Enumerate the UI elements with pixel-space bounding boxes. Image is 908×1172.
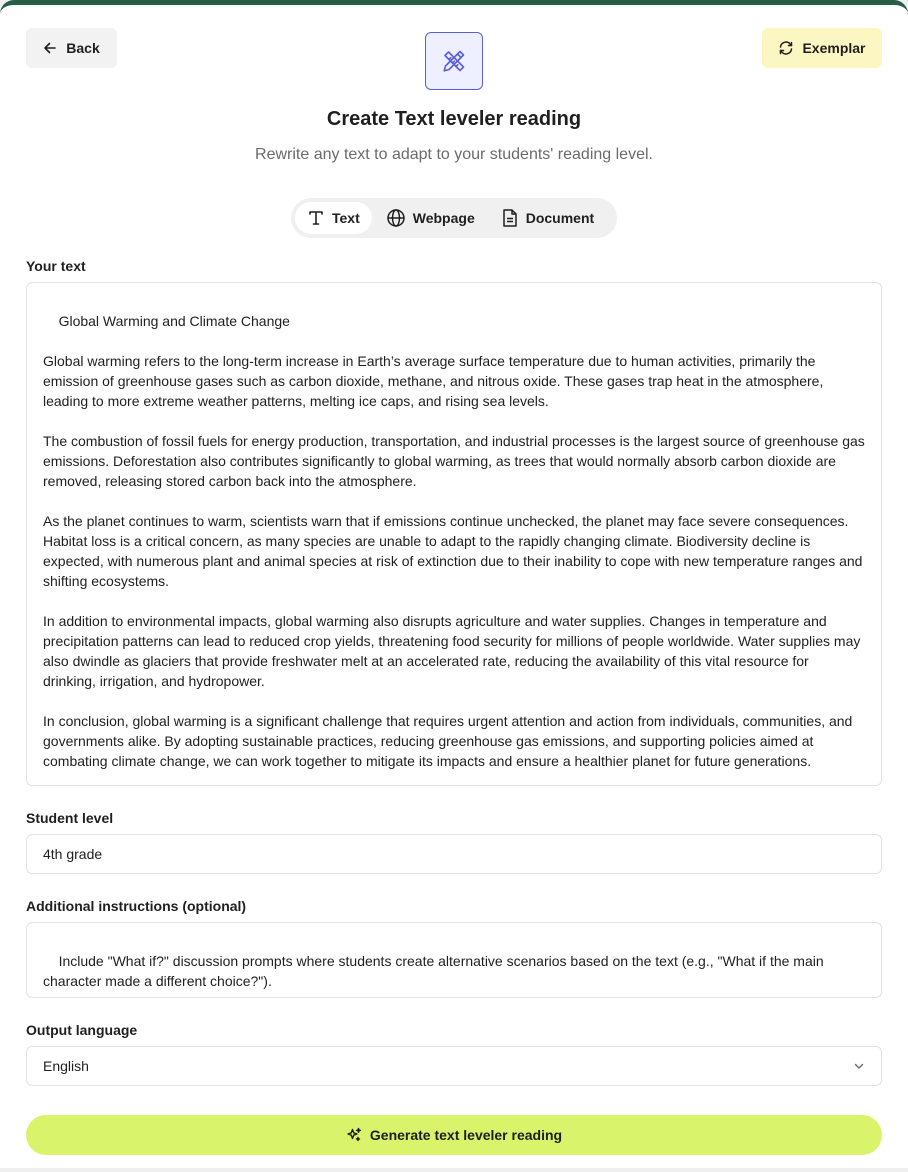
student-level-input[interactable] xyxy=(26,834,882,874)
exemplar-button[interactable] xyxy=(762,28,882,68)
your-text-value: Global Warming and Climate Change Global warming refers to the long-term increase in Earth’s average surface temperature due to human activities, primarily the emission of greenhouse gases such as carbon dioxide, methane, and nitrous oxide. These gases trap heat in the atmosphere, leading to more extreme weather patterns, melting ice caps, and rising sea levels. The combustion of fossil fuels for energy production, transportation, and industrial processes is the largest source of greenhouse gas emissions. Deforestation also contributes significantly to global warming, as trees that would normally absorb carbon dioxide are removed, releasing stored carbon back into the atmosphere. As the planet continues to warm, scientists warn that if emissions continue unchecked, the planet may face severe consequences. Habitat loss is a critical concern, as many species are unable to adapt to the rapidly changing climate. Biodiversity decline is expected, with numerous plant and animal species at risk of extinction due to their inability to cope with new temperature ranges and shifting ecosystems. In addition to environmental impacts, global warming also disrupts agriculture and water supplies. Changes in temperature and precipitation patterns can lead to reduced crop yields, threatening food security for millions of people worldwide. Water supplies may also dwindle as glaciers that provide freshwater melt at an accelerated rate, reducing the availability of this vital resource for drinking, irrigation, and hydropower. In conclusion, global warming is a significant challenge that requires urgent attention and action from individuals, communities, and governments alike. By adopting sustainable practices, reducing greenhouse gas emissions, and supporting policies aimed at combating climate change, we can work together to mitigate its impacts and ensure a healthier planet for future generations. xyxy=(43,313,865,769)
output-language-select[interactable] xyxy=(26,1046,882,1086)
exemplar-label: Exemplar xyxy=(802,40,866,56)
your-text-textarea[interactable] xyxy=(26,282,882,786)
resize-handle-icon[interactable] xyxy=(866,770,878,782)
chevron-down-icon xyxy=(853,1060,865,1072)
tab-text-label: Text xyxy=(332,210,360,226)
page-title: Create Text leveler reading xyxy=(326,108,582,130)
instructions-value: Include "What if?" discussion prompts where students create alternative scenarios based on the text (e.g., "What if the main character made a different choice?"). xyxy=(43,953,828,989)
back-label: Back xyxy=(66,40,100,56)
generate-label: Generate text leveler reading xyxy=(369,1127,563,1143)
student-level-value: 4th grade xyxy=(43,846,103,862)
refresh-icon xyxy=(778,40,794,56)
tab-text[interactable] xyxy=(295,202,372,234)
globe-icon xyxy=(386,208,406,228)
generate-button[interactable] xyxy=(26,1115,882,1155)
pencil-ruler-icon xyxy=(425,32,483,90)
tab-webpage[interactable] xyxy=(374,202,487,234)
tab-document-label: Document xyxy=(525,210,595,226)
output-language-value: English xyxy=(43,1058,89,1074)
page-subtitle: Rewrite any text to adapt to your students' reading level. xyxy=(255,146,653,163)
arrow-left-icon xyxy=(43,41,57,55)
tab-webpage-label: Webpage xyxy=(412,210,475,226)
instructions-label: Additional instructions (optional) xyxy=(26,898,247,914)
resize-handle-icon[interactable] xyxy=(866,982,878,994)
document-icon xyxy=(501,208,519,228)
output-language-label: Output language xyxy=(26,1022,138,1038)
your-text-label: Your text xyxy=(26,258,86,274)
source-tabs xyxy=(291,198,617,238)
back-button[interactable] xyxy=(26,28,117,68)
sparkles-icon xyxy=(346,1127,362,1143)
text-icon xyxy=(307,209,325,227)
student-level-label: Student level xyxy=(26,810,114,826)
tab-document[interactable] xyxy=(489,202,606,234)
instructions-textarea[interactable] xyxy=(26,922,882,998)
